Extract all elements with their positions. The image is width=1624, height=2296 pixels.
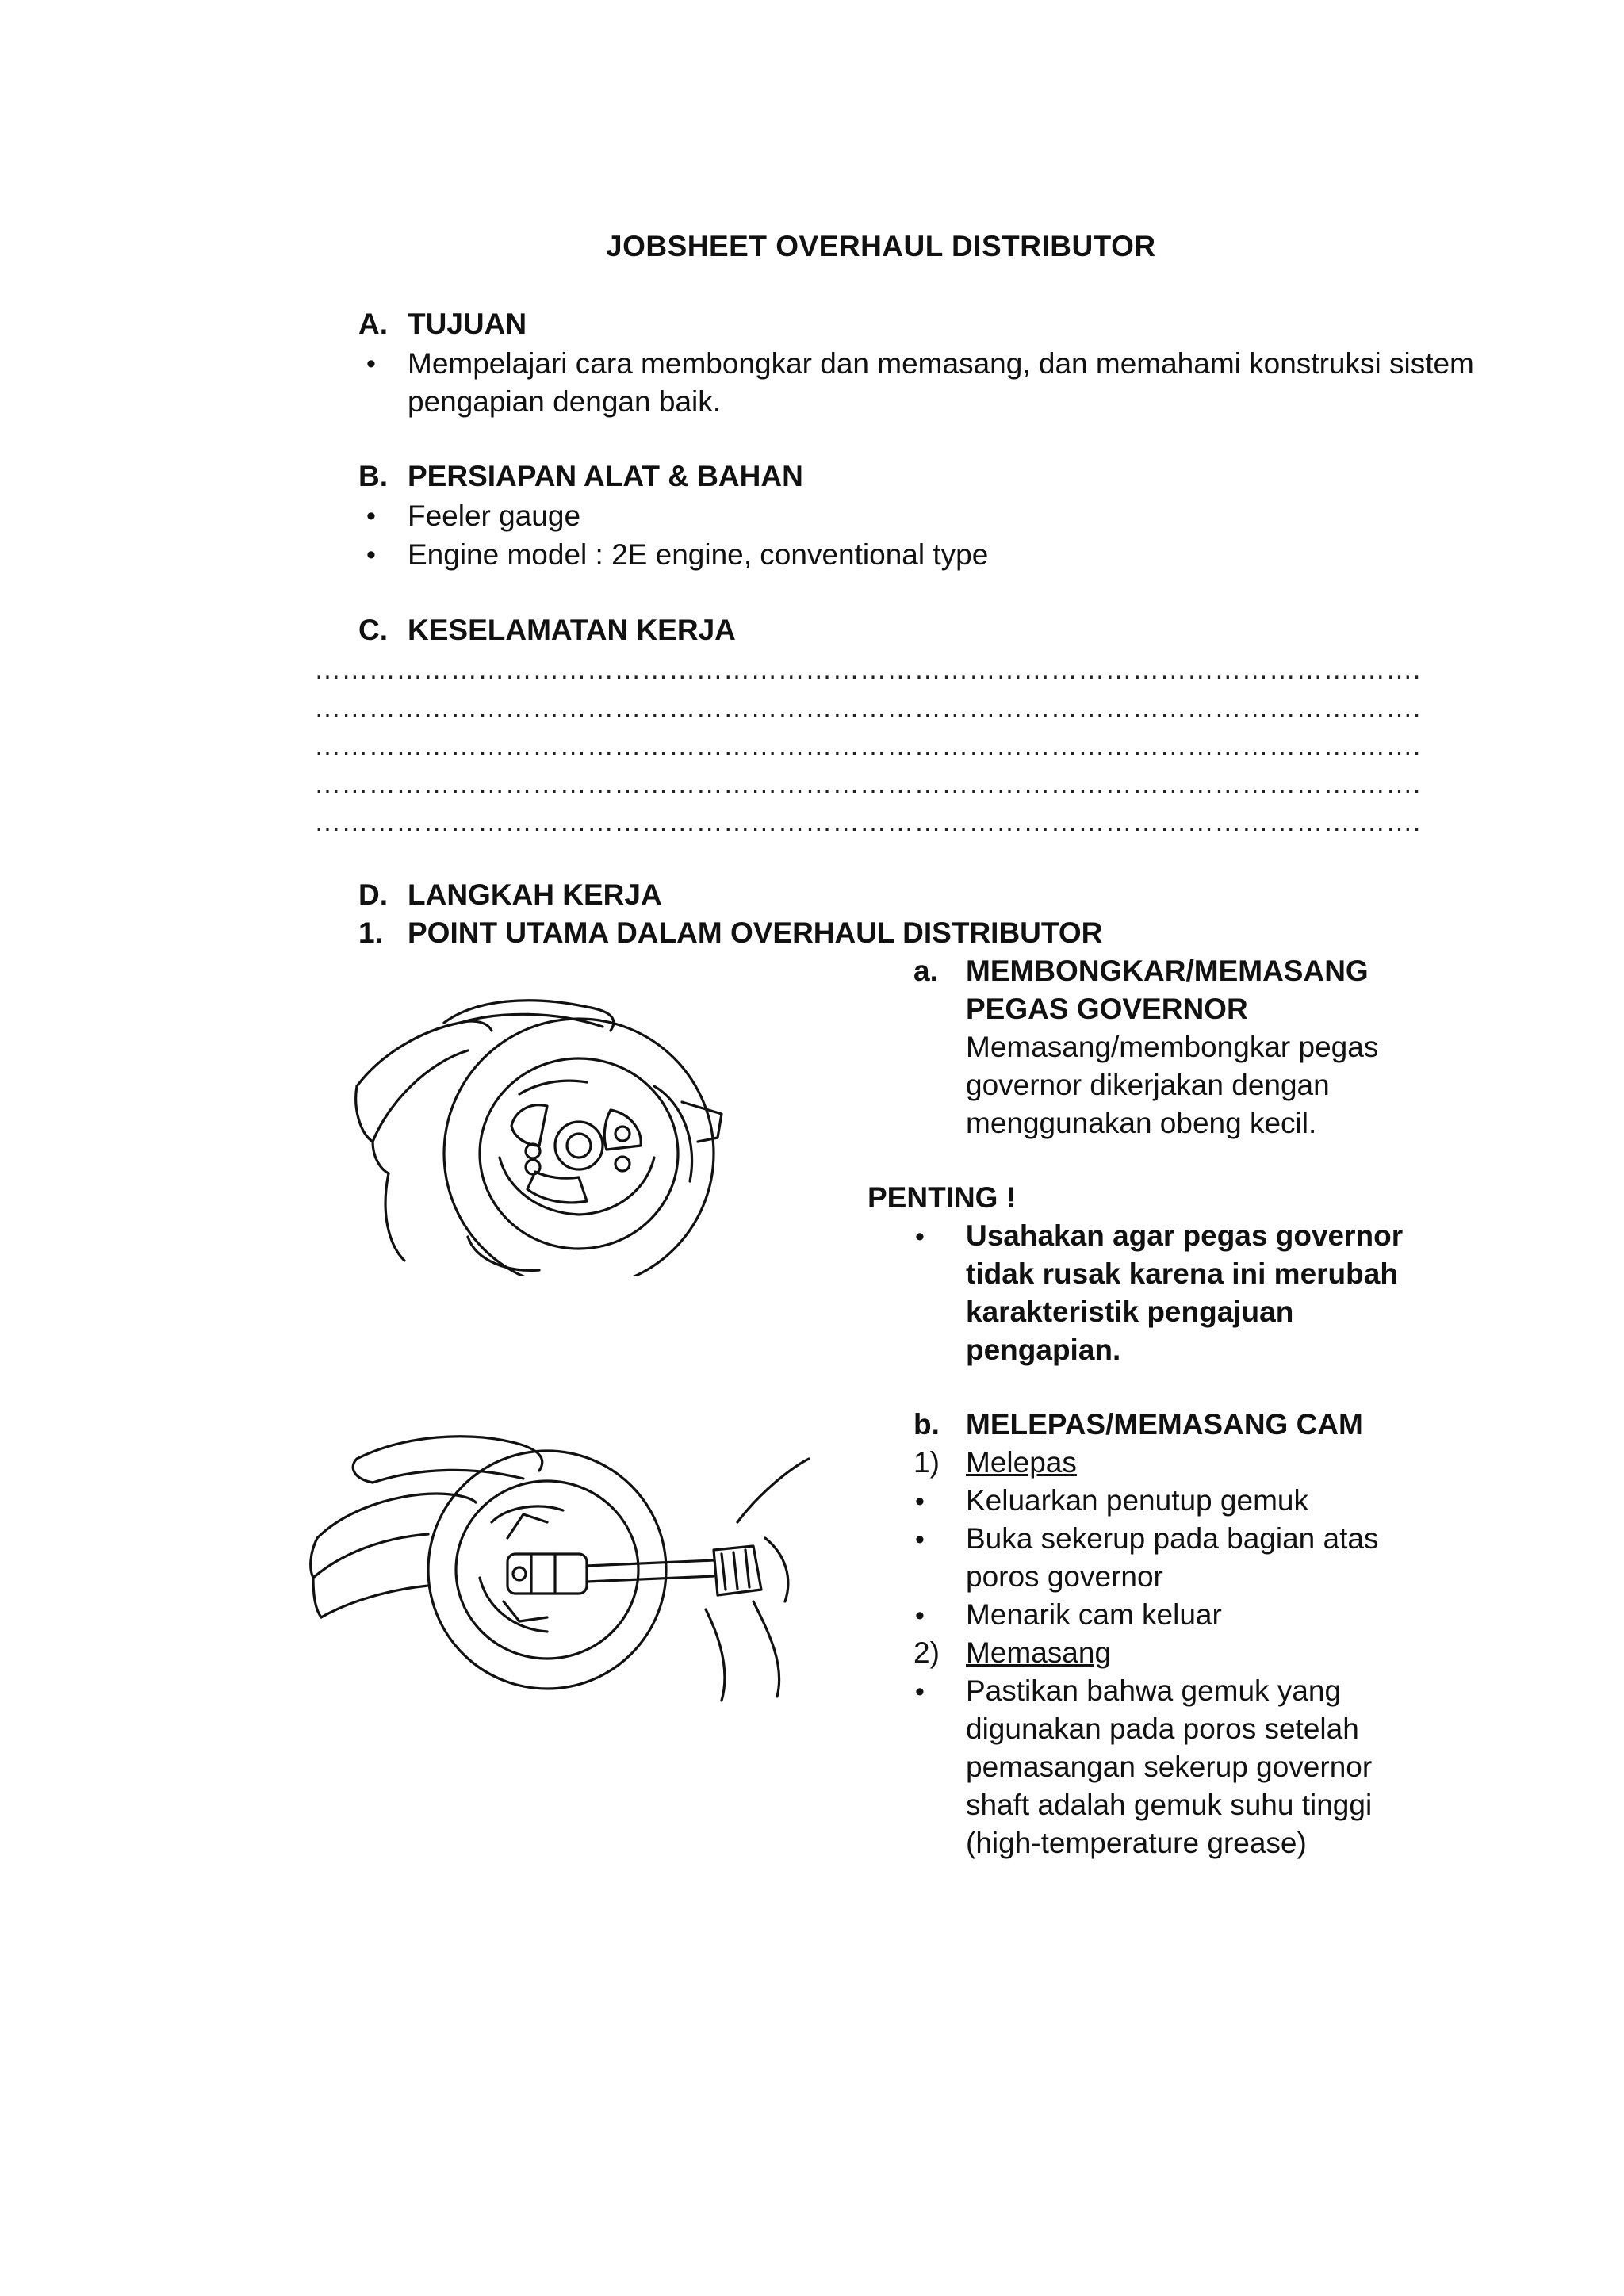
fill-in-dotted-line: …………………………………………………………………………………………………….……. [314, 655, 1421, 685]
penting-text-line: pengapian. [966, 1334, 1121, 1366]
fill-in-dotted-line: …………………………………………………………………………………………………….……. [314, 731, 1421, 761]
penting-text-line: Usahakan agar pegas governor [966, 1219, 1404, 1252]
part-1-step: Buka sekerup pada bagian atas [966, 1522, 1379, 1555]
section-c-heading: KESELAMATAN KERJA [408, 614, 736, 646]
section-d-label: D. [358, 878, 388, 911]
bullet-marker: • [915, 1222, 925, 1252]
distributor-governor-illustration [349, 975, 730, 1276]
document-title: JOBSHEET OVERHAUL DISTRIBUTOR [606, 230, 1156, 262]
section-a-text-line: pengapian dengan baik. [408, 385, 722, 418]
step-a-heading: MEMBONGKAR/MEMASANG [966, 955, 1369, 987]
penting-text-line: karakteristik pengajuan [966, 1295, 1294, 1328]
section-c-label: C. [358, 614, 388, 646]
part-2-text-line: digunakan pada poros setelah [966, 1712, 1359, 1745]
step-a-text-line: Memasang/membongkar pegas [966, 1031, 1379, 1063]
part-1-step: Menarik cam keluar [966, 1598, 1222, 1631]
tool-item: Engine model : 2E engine, conventional type [408, 538, 989, 571]
part-2-text-line: (high-temperature grease) [966, 1827, 1307, 1859]
part-2-text-line: pemasangan sekerup governor [966, 1751, 1373, 1783]
step-a-heading: PEGAS GOVERNOR [966, 993, 1248, 1025]
part-1-label: 1) [914, 1446, 940, 1479]
part-1-step: poros governor [966, 1560, 1163, 1593]
part-1-title: Melepas [966, 1446, 1077, 1479]
section-b-label: B. [358, 460, 388, 492]
section-b-heading: PERSIAPAN ALAT & BAHAN [408, 460, 803, 492]
bullet-marker: • [915, 1601, 925, 1631]
step-a-text-line: governor dikerjakan dengan [966, 1069, 1330, 1101]
cam-removal-illustration [309, 1419, 817, 1705]
section-a-text-line: Mempelajari cara membongkar dan memasang, dan memahami konstruksi sistem [408, 347, 1474, 380]
step-b-label: b. [914, 1408, 940, 1441]
bullet-marker: • [915, 1677, 925, 1707]
fill-in-dotted-line: …………………………………………………………………………………………………….……. [314, 769, 1421, 799]
step-b-heading: MELEPAS/MEMASANG CAM [966, 1408, 1363, 1441]
bullet-marker: • [915, 1487, 925, 1517]
penting-text-line: tidak rusak karena ini merubah [966, 1257, 1398, 1290]
part-2-label: 2) [914, 1636, 940, 1669]
bullet-marker: • [366, 501, 376, 531]
part-1-step: Keluarkan penutup gemuk [966, 1484, 1308, 1517]
section-d-heading: LANGKAH KERJA [408, 878, 662, 911]
part-2-text-line: shaft adalah gemuk suhu tinggi [966, 1789, 1373, 1821]
fill-in-dotted-line: …………………………………………………………………………………………………….……. [314, 693, 1421, 723]
bullet-marker: • [366, 349, 376, 379]
section-a-heading: TUJUAN [408, 308, 527, 340]
tool-item: Feeler gauge [408, 499, 581, 532]
section-a-label: A. [358, 308, 388, 340]
subsection-1-label: 1. [358, 916, 383, 949]
fill-in-dotted-line: …………………………………………………………………………………………………….……. [314, 807, 1421, 837]
penting-label: PENTING ! [868, 1181, 1017, 1214]
bullet-marker: • [915, 1525, 925, 1555]
part-2-text-line: Pastikan bahwa gemuk yang [966, 1674, 1342, 1707]
part-2-title: Memasang [966, 1636, 1112, 1669]
bullet-marker: • [366, 540, 376, 570]
step-a-label: a. [914, 955, 938, 987]
step-a-text-line: menggunakan obeng kecil. [966, 1107, 1317, 1139]
subsection-1-heading: POINT UTAMA DALAM OVERHAUL DISTRIBUTOR [408, 916, 1103, 949]
